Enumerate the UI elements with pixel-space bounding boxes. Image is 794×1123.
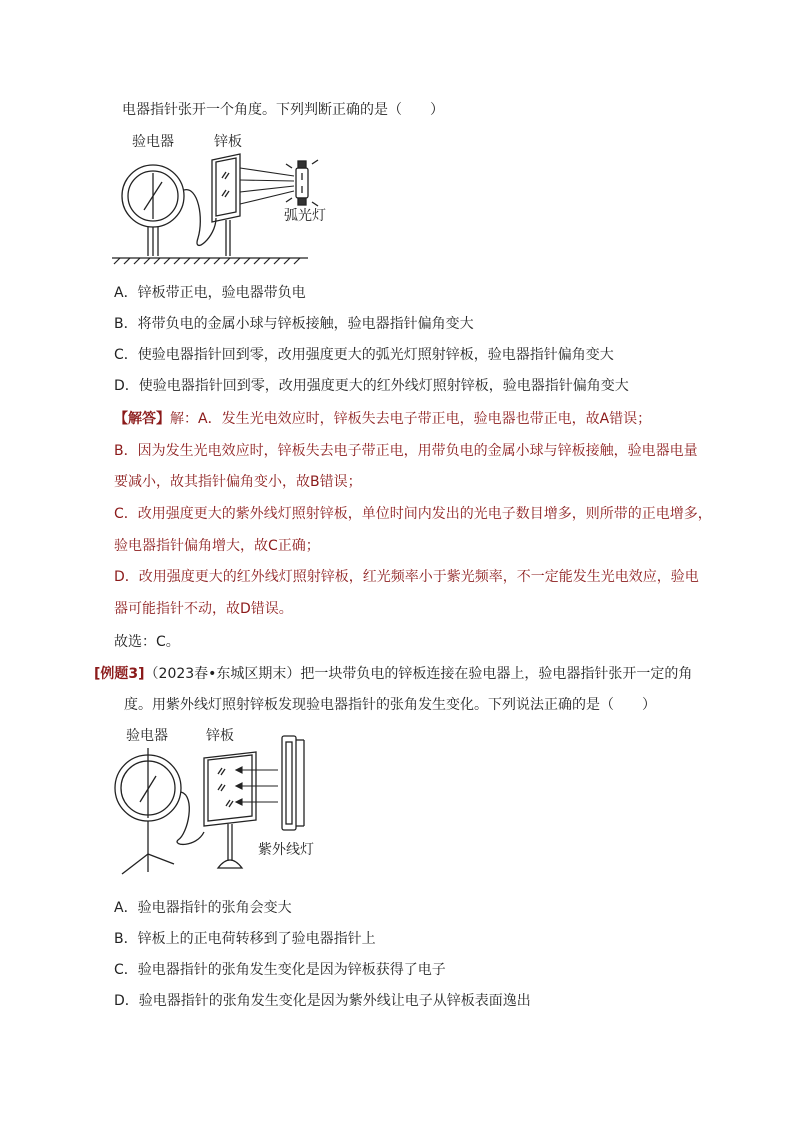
solution-line-7: 器可能指针不动，故D错误。 bbox=[114, 601, 293, 617]
label-zinc-plate: 锌板 bbox=[214, 134, 242, 150]
zinc-plate-icon bbox=[204, 752, 256, 868]
label-electroscope: 验电器 bbox=[132, 134, 174, 150]
option-d: D．验电器指针的张角发生变化是因为紫外线让电子从锌板表面逸出 bbox=[114, 993, 531, 1009]
question-3-text-1: （2023春•东城区期末）把一块带负电的锌板连接在验电器上，验电器指针张开一定的角 bbox=[144, 666, 693, 682]
option-a: A．锌板带正电，验电器带负电 bbox=[114, 285, 306, 301]
option-a: A．验电器指针的张角会变大 bbox=[114, 900, 292, 916]
solution-line-6: D．改用强度更大的红外线灯照射锌板，红光频率小于紫光频率，不一定能发生光电效应，验电 bbox=[114, 569, 699, 585]
zinc-plate-icon bbox=[212, 154, 240, 256]
figure-uv-lamp-experiment bbox=[108, 722, 348, 892]
label-arc-lamp: 弧光灯 bbox=[284, 208, 326, 224]
label-uv-lamp: 紫外线灯 bbox=[258, 842, 314, 858]
figure-arc-lamp-experiment bbox=[108, 128, 348, 270]
solution-choice: 故选：C。 bbox=[114, 634, 180, 650]
solution-line-4: C．改用强度更大的紫外线灯照射锌板，单位时间内发出的光电子数目增多，则所带的正电增多， bbox=[114, 506, 712, 522]
light-rays bbox=[240, 168, 294, 204]
question-tag: [例题3] bbox=[94, 666, 145, 682]
option-c: C．验电器指针的张角发生变化是因为锌板获得了电子 bbox=[114, 962, 446, 978]
question-3-line-2: 度。用紫外线灯照射锌板发现验电器指针的张角发生变化。下列说法正确的是（ ） bbox=[124, 697, 656, 713]
question-stem: 电器指针张开一个角度。下列判断正确的是（ ） bbox=[122, 102, 444, 118]
question-3-line-1 bbox=[94, 664, 692, 684]
option-d: D．使验电器指针回到零，改用强度更大的红外线灯照射锌板，验电器指针偏角变大 bbox=[114, 378, 629, 394]
uv-lamp-icon bbox=[282, 736, 304, 830]
solution-text-1: 解：A．发生光电效应时，锌板失去电子带正电，验电器也带正电，故A错误； bbox=[170, 411, 652, 427]
solution-line-1 bbox=[114, 409, 651, 429]
solution-line-3: 要减小，故其指针偏角变小，故B错误； bbox=[114, 474, 362, 490]
arc-lamp-icon bbox=[286, 160, 318, 206]
solution-line-2: B．因为发生光电效应时，锌板失去电子带正电，用带负电的金属小球与锌板接触，验电器电量 bbox=[114, 443, 698, 459]
ground-surface bbox=[112, 258, 308, 264]
solution-tag: 【解答】 bbox=[114, 411, 170, 427]
option-c: C．使验电器指针回到零，改用强度更大的弧光灯照射锌板，验电器指针偏角变大 bbox=[114, 347, 614, 363]
electroscope-icon bbox=[122, 165, 216, 256]
uv-rays bbox=[236, 767, 278, 805]
label-zinc-plate: 锌板 bbox=[206, 728, 234, 744]
electroscope-icon bbox=[115, 748, 204, 874]
solution-line-5: 验电器指针偏角增大，故C正确； bbox=[114, 538, 320, 554]
option-b: B．锌板上的正电荷转移到了验电器指针上 bbox=[114, 931, 376, 947]
option-b: B．将带负电的金属小球与锌板接触，验电器指针偏角变大 bbox=[114, 316, 474, 332]
label-electroscope: 验电器 bbox=[126, 728, 168, 744]
